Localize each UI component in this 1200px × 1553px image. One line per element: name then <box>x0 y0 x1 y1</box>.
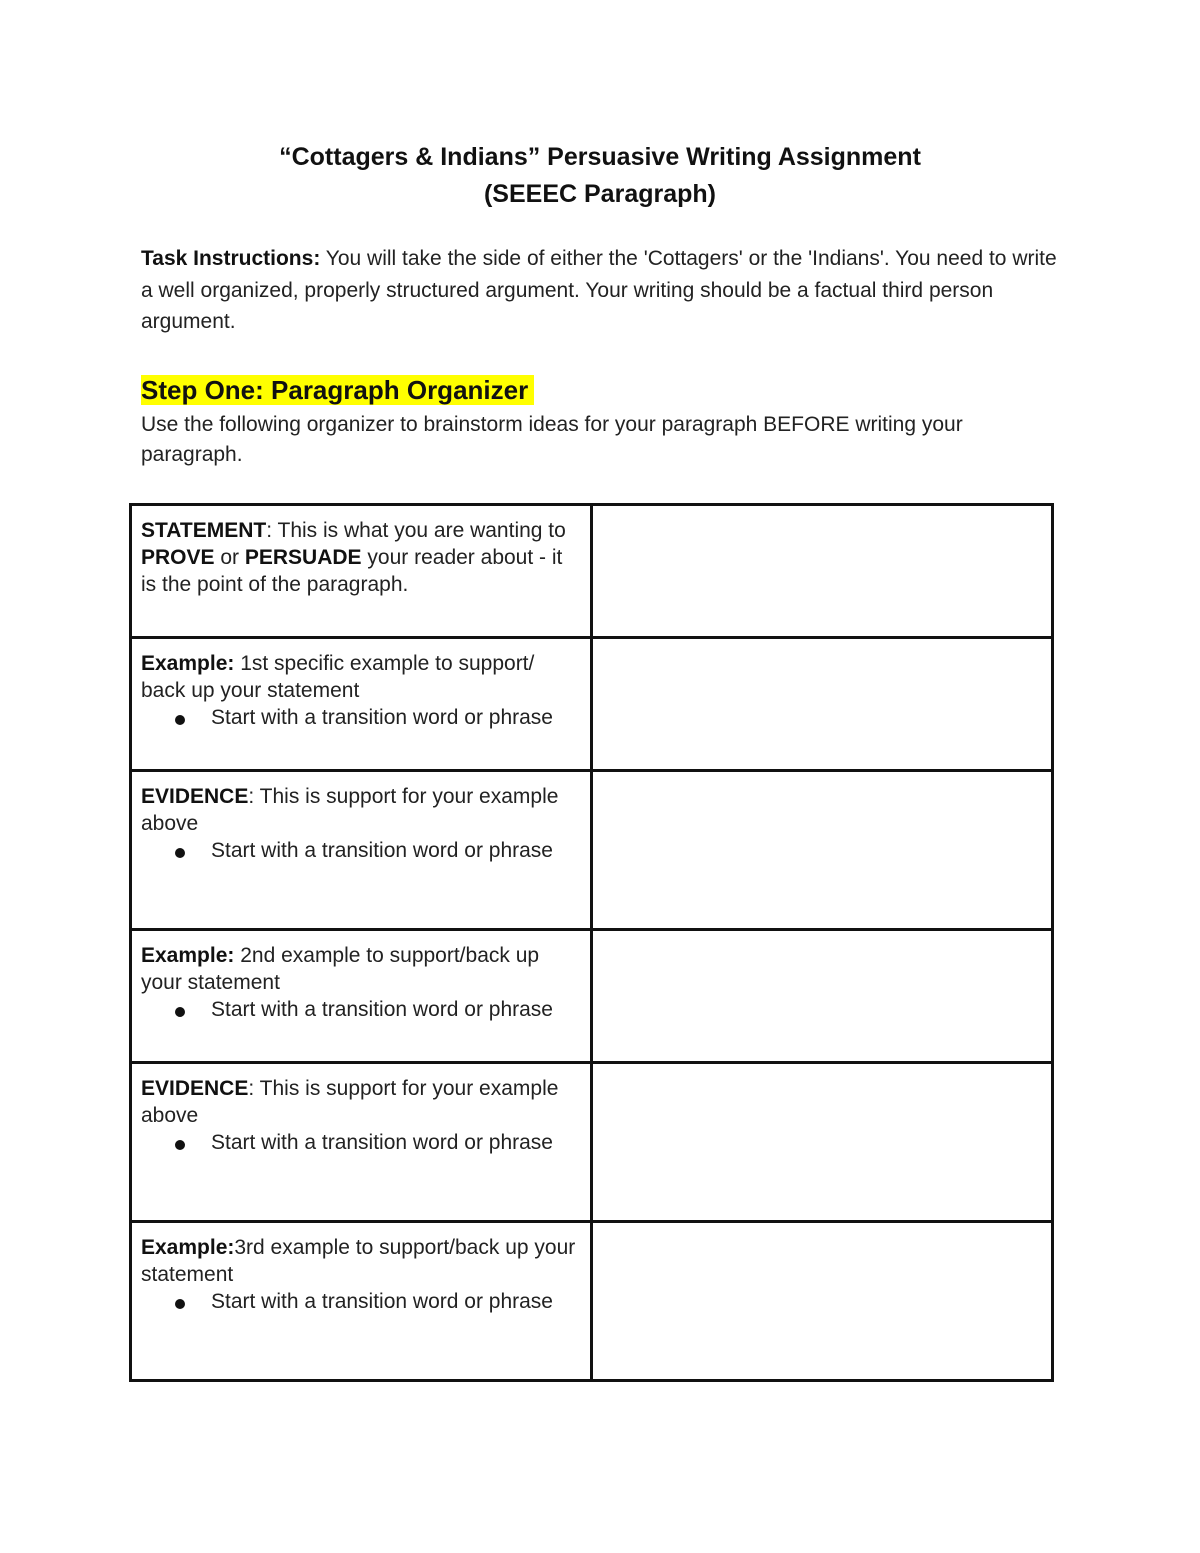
row-text: : This is support for your example above <box>141 785 559 835</box>
document-subtitle: (SEEEC Paragraph) <box>483 180 716 208</box>
row-text: or <box>214 546 245 569</box>
row-label: EVIDENCE <box>141 1077 249 1100</box>
row-text: 3rd example to support/back up your statement <box>141 1236 576 1286</box>
row-text: your reader about - it is the point of the paragraph. <box>141 546 563 596</box>
row-text: : This is what you are wanting to <box>266 519 566 542</box>
row-text: 2nd example to support/back up your statement <box>141 944 540 994</box>
organizer-answer-cell[interactable] <box>592 1222 1053 1381</box>
task-instructions <box>141 243 1061 338</box>
bullet-dot-icon <box>175 1299 185 1309</box>
paragraph-organizer-table <box>129 503 1054 1382</box>
row-bold-prove: PROVE <box>141 546 215 569</box>
bullet-text: Start with a transition word or phrase <box>211 1290 553 1313</box>
organizer-answer-cell[interactable] <box>592 505 1053 638</box>
bullet-text: Start with a transition word or phrase <box>211 1131 553 1154</box>
task-label: Task Instructions: <box>141 247 321 270</box>
organizer-prompt-cell <box>131 505 592 638</box>
document-title: “Cottagers & Indians” Persuasive Writing Assignment <box>279 143 921 171</box>
row-text: : This is support for your example above <box>141 1077 559 1127</box>
organizer-prompt-cell <box>131 930 592 1063</box>
table-row <box>131 638 1053 771</box>
table-row <box>131 1222 1053 1381</box>
row-label: Example: <box>141 652 235 675</box>
row-label: Example: <box>141 1236 235 1259</box>
organizer-prompt-cell <box>131 638 592 771</box>
organizer-prompt-cell <box>131 771 592 930</box>
table-row <box>131 771 1053 930</box>
task-text: You will take the side of either the 'Cottagers' or the 'Indians'. You need to write a well organized, properly structured argument. Your writing should be a factual third person argument. <box>141 247 1057 333</box>
step-heading <box>141 372 534 408</box>
bullet-item <box>141 837 582 864</box>
bullet-text: Start with a transition word or phrase <box>211 839 553 862</box>
bullet-item <box>141 996 582 1023</box>
row-bold-persuade: PERSUADE <box>244 546 362 569</box>
row-label: STATEMENT <box>141 519 267 542</box>
table-row <box>131 930 1053 1063</box>
table-row <box>131 1063 1053 1222</box>
bullet-dot-icon <box>175 715 185 725</box>
bullet-item <box>141 704 582 731</box>
table-row <box>131 505 1053 638</box>
organizer-answer-cell[interactable] <box>592 771 1053 930</box>
bullet-dot-icon <box>175 1007 185 1017</box>
bullet-text: Start with a transition word or phrase <box>211 998 553 1021</box>
organizer-answer-cell[interactable] <box>592 930 1053 1063</box>
row-text: 1st specific example to support/ back up your statement <box>141 652 535 702</box>
bullet-dot-icon <box>175 848 185 858</box>
step-heading-text: Step One: Paragraph Organizer <box>141 375 534 405</box>
bullet-text: Start with a transition word or phrase <box>211 706 553 729</box>
organizer-prompt-cell <box>131 1063 592 1222</box>
bullet-item <box>141 1288 582 1315</box>
step-description: Use the following organizer to brainstorm ideas for your paragraph BEFORE writing your paragraph. <box>141 413 963 466</box>
organizer-answer-cell[interactable] <box>592 638 1053 771</box>
organizer-answer-cell[interactable] <box>592 1063 1053 1222</box>
row-label: EVIDENCE <box>141 785 249 808</box>
row-label: Example: <box>141 944 235 967</box>
bullet-item <box>141 1129 582 1156</box>
organizer-prompt-cell <box>131 1222 592 1381</box>
bullet-dot-icon <box>175 1140 185 1150</box>
